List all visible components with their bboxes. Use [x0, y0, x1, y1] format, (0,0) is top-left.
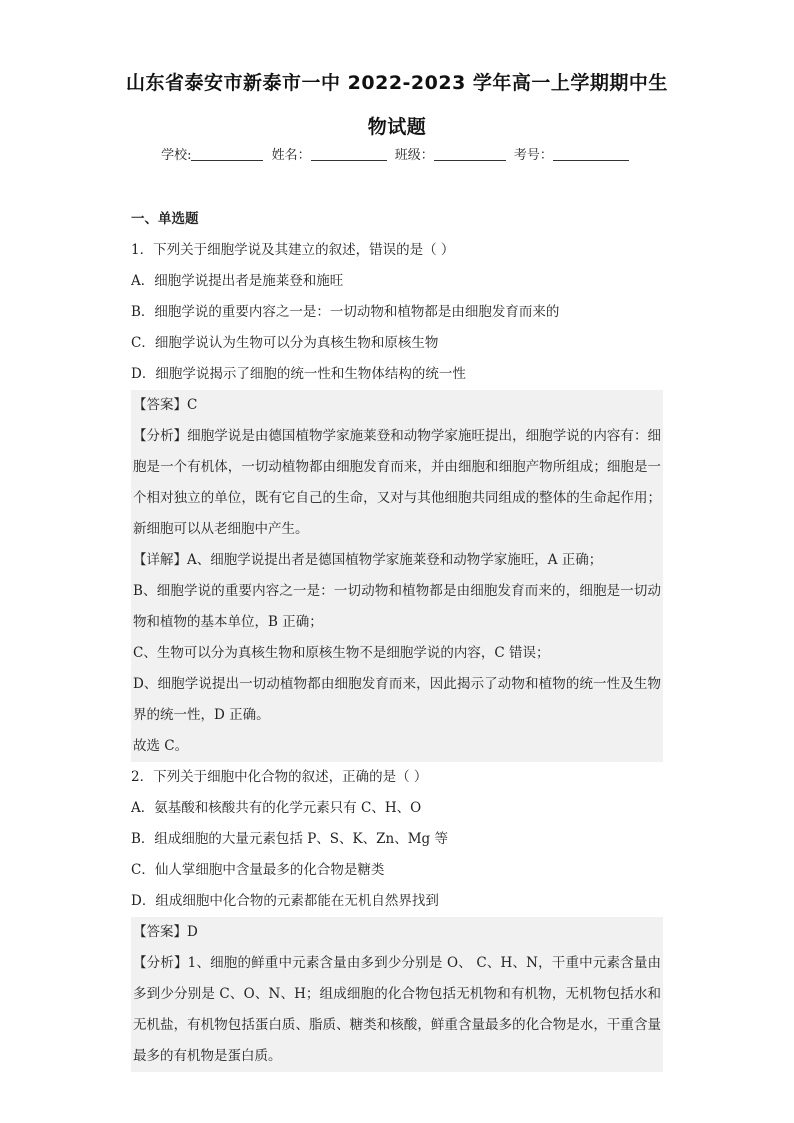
q2-option-b: B．组成细胞的大量元素包括 P、S、K、Zn、Mg 等 — [131, 831, 448, 847]
q1-conclusion: 故选 C。 — [133, 738, 189, 754]
section-heading: 一、单选题 — [131, 211, 199, 227]
q1-stem: 1．下列关于细胞学说及其建立的叙述，错误的是（ ） — [131, 242, 455, 258]
q1-detail-b: B、细胞学说的重要内容之一是：一切动物和植物都是由细胞发育而来的，细胞是一切动物和植物的基本单位，B 正确； — [133, 583, 661, 630]
q1-detail-a: 【详解】A、细胞学说提出者是德国植物学家施莱登和动物学家施旺，A 正确； — [133, 552, 603, 568]
q1-option-a: A．细胞学说提出者是施莱登和施旺 — [131, 273, 344, 289]
name-label: 姓名： — [271, 148, 311, 163]
name-blank — [311, 148, 387, 161]
class-label: 班级： — [394, 148, 434, 163]
q2-option-c: C．仙人掌细胞中含量最多的化合物是糖类 — [131, 862, 385, 878]
school-label: 学校: — [161, 148, 192, 163]
q1-option-d: D．细胞学说揭示了细胞的统一性和生物体结构的统一性 — [131, 366, 466, 382]
student-info-row — [0, 144, 794, 163]
q1-detail-d: D、细胞学说提出一切动植物都由细胞发育而来，因此揭示了动物和植物的统一性及生物界的统一性，D 正确。 — [133, 676, 661, 723]
q1-option-b: B．细胞学说的重要内容之一是：一切动物和植物都是由细胞发育而来的 — [131, 304, 560, 320]
q2-analysis: 【分析】1、细胞的鲜重中元素含量由多到少分别是 O、 C、H、N，干重中元素含量由多到少分别是 C、O、N、H；组成细胞的化合物包括无机物和有机物，无机物包括水和无机盐，有机物包括蛋白质、脂质、糖类和核酸，鲜重含量最多的化合物是水，干重含量最多的有机物是蛋白质。 — [133, 955, 661, 1064]
document-title-line1: 山东省泰安市新泰市一中 2022-2023 学年高一上学期期中生 — [126, 72, 668, 94]
class-blank — [434, 148, 506, 161]
school-blank — [191, 148, 263, 161]
q1-solution-block — [131, 390, 663, 762]
document-title-line2: 物试题 — [367, 116, 427, 138]
q1-answer: 【答案】C — [133, 397, 198, 413]
q1-detail-c: C、生物可以分为真核生物和原核生物不是细胞学说的内容，C 错误； — [133, 645, 550, 661]
exam-number-label: 考号： — [513, 148, 553, 163]
q2-solution-block — [131, 917, 663, 1072]
q1-option-c: C．细胞学说认为生物可以分为真核生物和原核生物 — [131, 335, 439, 351]
q2-option-a: A．氨基酸和核酸共有的化学元素只有 C、H、O — [131, 800, 422, 816]
question-content — [131, 204, 663, 1072]
q2-option-d: D．组成细胞中化合物的元素都能在无机自然界找到 — [131, 893, 439, 909]
q2-answer: 【答案】D — [133, 924, 198, 940]
q2-stem: 2．下列关于细胞中化合物的叙述，正确的是（ ） — [131, 769, 428, 785]
q1-analysis: 【分析】细胞学说是由德国植物学家施莱登和动物学家施旺提出，细胞学说的内容有：细胞是一个有机体，一切动植物都由细胞发育而来，并由细胞和细胞产物所组成；细胞是一个相对独立的单位，既有它自己的生命，又对与其他细胞共同组成的整体的生命起作用；新细胞可以从老细胞中产生。 — [133, 428, 661, 537]
exam-number-blank — [553, 148, 629, 161]
